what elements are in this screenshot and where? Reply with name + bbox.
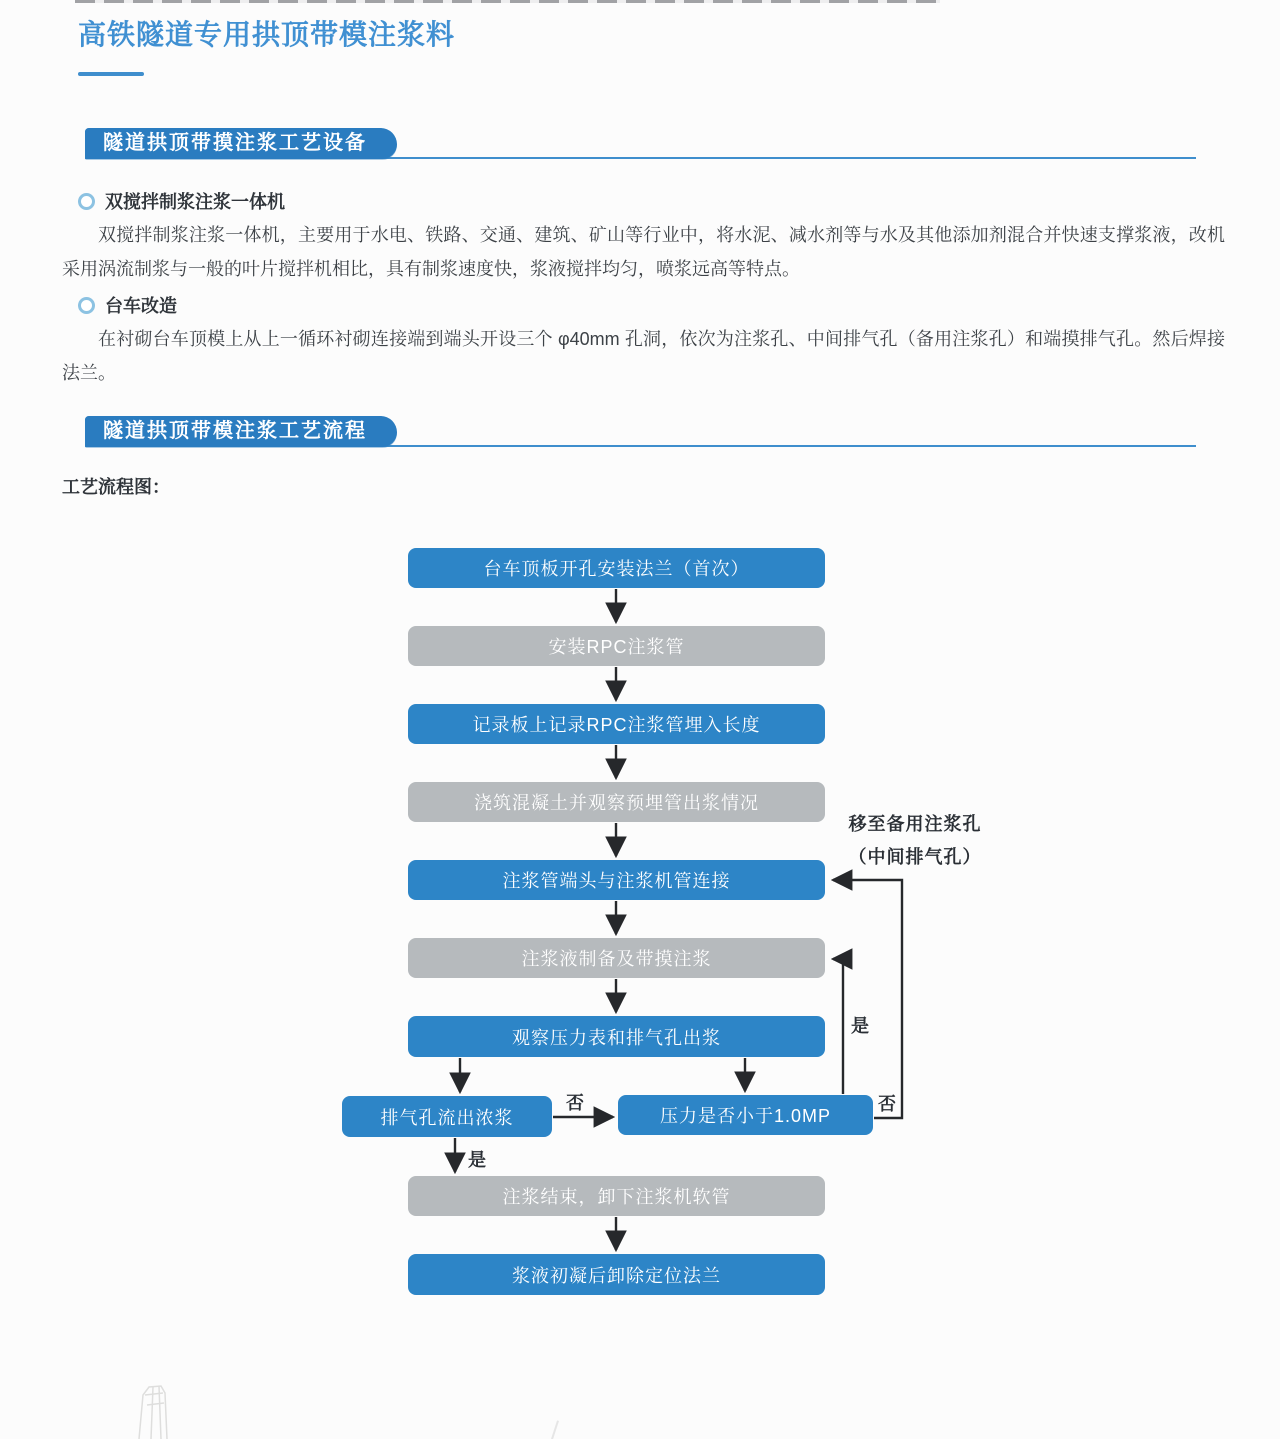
equipment-item-body: 在衬砌台车顶模上从上一循环衬砌连接端到端头开设三个 φ40mm 孔洞，依次为注浆孔、中间排气孔（备用注浆孔）和端摸排气孔。然后焊接法兰。 — [62, 329, 1225, 383]
equipment-content — [62, 182, 1225, 396]
flow-node-watch-pressure-gauge: 观察压力表和排气孔出浆 — [408, 1016, 825, 1057]
equipment-item-body: 双搅拌制浆注浆一体机，主要用于水电、铁路、交通、建筑、矿山等行业中，将水泥、减水剂等与水及其他添加剂混合并快速支撑浆液，改机采用涡流制浆与一般的叶片搅拌机相比，具有制浆速度快，浆液搅拌均匀，喷浆远高等特点。 — [62, 225, 1225, 279]
arrow-n9-n6-yes-loop — [833, 959, 843, 1094]
building-watermark-sketch — [125, 1383, 187, 1439]
equipment-item-heading-text: 双搅拌制浆注浆一体机 — [105, 192, 285, 212]
edge-label-move-to-backup-hole: 移至备用注浆孔 — [848, 814, 982, 834]
ring-bullet-icon — [78, 193, 95, 210]
page-title: 高铁隧道专用拱顶带模注浆料 — [78, 19, 456, 50]
flow-node-install-rpc-pipe: 安装RPC注浆管 — [408, 626, 825, 666]
edge-label-no-outer-loop: 否 — [878, 1094, 897, 1114]
equipment-item-heading — [78, 292, 1225, 318]
flow-node-pour-concrete-observe: 浇筑混凝土并观察预埋管出浆情况 — [408, 782, 825, 822]
top-cropped-text-artifact — [75, 0, 940, 3]
flow-node-grout-finish-detach-hose: 注浆结束，卸下注浆机软管 — [408, 1176, 825, 1216]
flow-node-connect-grout-machine: 注浆管端头与注浆机管连接 — [408, 860, 825, 900]
flow-node-prepare-grout: 注浆液制备及带摸注浆 — [408, 938, 825, 978]
title-underline-dash — [78, 72, 144, 76]
faint-line-artifact — [549, 1420, 559, 1439]
equipment-item-heading — [78, 188, 1225, 214]
edge-label-yes-inner-loop: 是 — [851, 1016, 870, 1036]
flow-node-pressure-check: 压力是否小于1.0MP — [618, 1095, 873, 1135]
ring-bullet-icon — [78, 297, 95, 314]
flow-node-record-embed-length: 记录板上记录RPC注浆管埋入长度 — [408, 704, 825, 744]
section-banner-process: 隧道拱顶带模注浆工艺流程 — [85, 416, 397, 447]
flow-node-remove-flange-after-set: 浆液初凝后卸除定位法兰 — [408, 1254, 825, 1295]
arrow-n9-n5-no-loop — [833, 880, 902, 1118]
section-banner-equipment: 隧道拱顶带摸注浆工艺设备 — [85, 128, 397, 159]
edge-label-yes-down: 是 — [468, 1150, 487, 1170]
flow-node-vent-hole-thick-grout: 排气孔流出浓浆 — [342, 1096, 552, 1137]
edge-label-no-between-boxes: 否 — [566, 1093, 585, 1113]
flow-node-open-hole-install-flange: 台车顶板开孔安装法兰（首次） — [408, 548, 825, 588]
equipment-item-heading-text: 台车改造 — [105, 296, 177, 316]
flowchart-caption: 工艺流程图： — [62, 477, 170, 497]
edge-label-middle-vent-hole: （中间排气孔） — [848, 847, 982, 867]
